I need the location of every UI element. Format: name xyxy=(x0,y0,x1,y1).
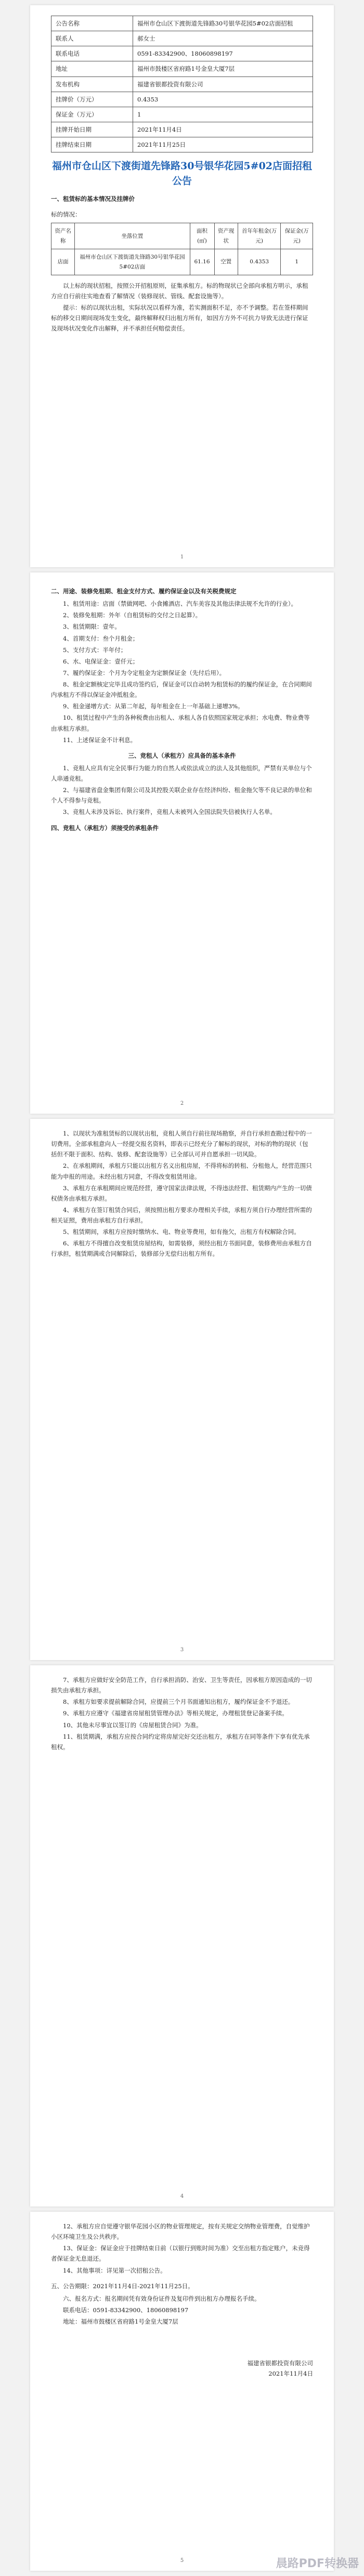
page-1 xyxy=(30,5,334,567)
contact-block xyxy=(51,2293,313,2327)
paragraph: 6、承租方不得擅自改变租赁房屋结构，如需装修，须经出租方书面同意，装修费用由承租方自行承担，租赁期满或合同解除后，装修部分无偿归出租方所有。 xyxy=(51,1240,312,1258)
table-cell: 61.16 xyxy=(190,249,214,275)
page-2 xyxy=(30,572,334,1114)
paragraph: 1、以现状为准租赁标的以现状出租，竞租人须自行前往现场勘察，并自行承担查勘过程中的一切费用。全部承租意向人一经提交报名资料，即表示已经充分了解标的现状，对标的物的现状（包括但不限于面积、结构、装修、配套设施等）已全部认可并自愿承担一切风险。 xyxy=(51,1130,312,1158)
asset-table-header: 资产名称 xyxy=(51,223,75,249)
paragraph: 10、租赁过程中产生的各种税费由出租人、承租人各自依照国家规定承担；水电费、物业费等由承租方承担。 xyxy=(51,714,310,732)
info-key: 保证金（万元） xyxy=(51,107,133,122)
section-3-heading: 三、竞租人（承租方）应具备的基本条件 xyxy=(128,751,236,759)
paragraph: 6、水、电保证金：壹仟元； xyxy=(63,657,139,665)
info-key: 联系人 xyxy=(51,31,133,46)
paragraph: 8、租金定额核定完毕且成功签约后，保证金可以自动转为租赁标的的履约保证金，在合同期间内承租方不得以保证金冲抵租金。 xyxy=(51,681,312,699)
asset-table-header: 保证金(万元) xyxy=(281,223,313,249)
paragraph: 14、其他事项：详见第一次招租公告。 xyxy=(63,2266,166,2274)
info-key: 发布机构 xyxy=(51,76,133,92)
section-1-text xyxy=(51,280,313,334)
info-value: 0591-83342900、18060898197 xyxy=(133,46,313,61)
info-key: 地址 xyxy=(51,61,133,76)
info-row xyxy=(51,61,313,76)
paragraph: 2、装修免租期：外年（自租赁标的交付之日起算）。 xyxy=(63,611,202,619)
paragraph: 11、上述保证金不计利息。 xyxy=(63,736,137,744)
contact-line: 地址：福州市鼓楼区省府路1号金皇大厦7层 xyxy=(63,2318,178,2325)
info-key: 挂牌价（万元） xyxy=(51,92,133,107)
paragraph: 以上标的现状招租，按照公开招租原则，征集承租方。标的物现状已全部向承租方明示，承租方应自行前往实地查看了解情况（装修现状、管线、配套设施等）。 xyxy=(51,282,308,300)
asset-table-header: 面积(㎡) xyxy=(190,223,214,249)
table-cell: 1 xyxy=(281,249,313,275)
paragraph: 11、租赁期满，承租方应按合同约定将房屋完好交还出租方，承租方在同等条件下享有优先承租权。 xyxy=(51,1732,310,1751)
paragraph: 3、承租方在承租期间应规范经营，遵守国家法律法规，不得违法经营、租赁期内产生的一切债权债务由承租方承担。 xyxy=(51,1184,312,1202)
page-number: 3 xyxy=(180,1647,184,1653)
signature-block xyxy=(51,2358,313,2379)
section-3-text xyxy=(51,763,313,818)
info-value: 2021年11月25日 xyxy=(133,137,313,152)
info-row xyxy=(51,137,313,152)
page-5 xyxy=(30,2212,334,2571)
sign-date: 2021年11月4日 xyxy=(268,2370,313,2378)
table-cell: 0.4353 xyxy=(238,249,281,275)
info-value: 郝女士 xyxy=(133,31,313,46)
paragraph: 提示：标的以现状出租，实际状况以看样为准，若实测面积不足，亦不予调整。若在签样期间标的移交日期间现场发生变化，最终解释权归出租方所有，如因方方外不可抗力导致无法进行保证及现场状况变化作出解释，并不承担任何赔偿责任。 xyxy=(51,304,308,333)
info-value: 2021年11月4日 xyxy=(133,122,313,137)
paragraph: 5、支付方式：半年付； xyxy=(63,646,127,654)
info-row xyxy=(51,76,313,92)
section-4-text-c xyxy=(51,2221,313,2276)
paragraph: 12、承租方应自觉遵守银华花园小区的物业管理规定，按有关规定交纳物业管理费，自觉维护小区环境卫生及公共秩序。 xyxy=(51,2223,310,2241)
contact-line: 联系电话：0591-83342900、18060898197 xyxy=(63,2306,189,2314)
info-value: 福建省银都投资有限公司 xyxy=(133,76,313,92)
section-2-text xyxy=(51,598,313,745)
paragraph: 1、租赁用途：店面（禁做网吧、小食摊酒店、汽车美容及其他法律法规不允许的行业）。 xyxy=(63,600,297,608)
paragraph: 3、竞租人未涉及诉讼、执行案件，竞租人未被列入全国法院失信被执行人名单。 xyxy=(63,808,276,816)
asset-table-header: 资产现状 xyxy=(214,223,238,249)
paragraph: 7、履约保证金：个月为令定租金为定额保证金（先付后用）。 xyxy=(63,669,226,677)
watermark-logo: 晨路PDF转换器 xyxy=(276,2557,359,2570)
section-4-heading: 四、竞租人（承租方）须接受的承租条件 xyxy=(51,824,159,832)
asset-table-header: 坐落位置 xyxy=(75,223,190,249)
page-number: 5 xyxy=(180,2558,184,2564)
info-row xyxy=(51,46,313,61)
paragraph: 9、承租方应遵守《福建省房屋租赁管理办法》等相关规定，办理租赁登记备案手续。 xyxy=(63,1710,288,1717)
info-row xyxy=(51,16,313,31)
paragraph: 4、承租方在签订租赁合同后，须按照出租方要求办理相关手续，承租方须自行办理经营所需的相关证照，费用由承租方自行承担。 xyxy=(51,1206,312,1224)
paragraph: 2、在承租期间，承租方只能以出租方名义出租房屋，不得将标的转租、分租他人，经营范围只能为申报的用途。未经出租方同意，不得改变租赁用途。 xyxy=(51,1162,312,1180)
table-cell: 福州市仓山区下渡街道先锋路30号银华花园5#02店面 xyxy=(75,249,190,275)
page-4 xyxy=(30,1665,334,2207)
info-row xyxy=(51,92,313,107)
info-row xyxy=(51,122,313,137)
section-5-heading: 五、公告期限：2021年11月4日-2021年11月25日。 xyxy=(51,2282,194,2290)
page-title: 福州市仓山区下渡街道先锋路30号银华花园5#02店面招租公告 xyxy=(51,160,313,187)
paragraph: 2、与福建省盘金集团有限公司及其控股关联企业存在经济纠纷、租金拖欠等不良记录的单位和个人不得参与竞租。 xyxy=(51,786,312,805)
section-4-text-a xyxy=(51,1128,313,1259)
info-key: 挂牌开始日期 xyxy=(51,122,133,137)
paragraph: 10、其他未尽事宜以签订的《房屋租赁合同》为准。 xyxy=(63,1721,202,1729)
contact-line: 六、报名方式：报名期间凭有效身份证件及复印件到出租方办理报名手续。 xyxy=(63,2294,261,2302)
page-3 xyxy=(30,1119,334,1660)
paragraph: 5、租赁期间，承租方应按时缴纳水、电、物业等费用，如有拖欠，出租方有权解除合同。 xyxy=(63,1228,300,1236)
info-key: 联系电话 xyxy=(51,46,133,61)
section-1-sub: 标的情况： xyxy=(51,211,81,219)
info-value: 福州市鼓楼区省府路1号金皇大厦7层 xyxy=(133,61,313,76)
info-key: 公告名称 xyxy=(51,16,133,31)
section-4-text-b xyxy=(51,1675,313,1752)
asset-table-header: 首年年租金(万元) xyxy=(238,223,281,249)
page-number: 1 xyxy=(180,554,184,560)
announcement-info-table xyxy=(51,16,313,152)
paragraph: 13、保证金：保证金应于挂牌结束日前（以银行到账时间为准）交至出租方指定账户，未竞得者保证金无息退还。 xyxy=(51,2245,310,2263)
page-number: 4 xyxy=(180,2194,184,2199)
paragraph: 4、首期支付：叁个月租金； xyxy=(63,634,139,642)
info-key: 挂牌结束日期 xyxy=(51,137,133,152)
table-row xyxy=(51,249,313,275)
table-cell: 空置 xyxy=(214,249,238,275)
signer: 福建省银都投资有限公司 xyxy=(247,2360,313,2367)
info-row xyxy=(51,107,313,122)
info-value: 福州市仓山区下渡街道先锋路30号银华花园5#02店面招租 xyxy=(133,16,313,31)
section-1-heading: 一、租赁标的基本情况及挂牌价 xyxy=(51,195,135,203)
paragraph: 9、租金递增方式：从第二年起，每年租金在上一年基础上递增3%。 xyxy=(63,703,244,710)
asset-table xyxy=(51,223,313,275)
info-value: 1 xyxy=(133,107,313,122)
info-value: 0.4353 xyxy=(133,92,313,107)
page-number: 2 xyxy=(180,1101,184,1106)
paragraph: 3、租赁期限：壹年。 xyxy=(63,623,121,631)
paragraph: 1、竞租人应具有完全民事行为能力的自然人或依法成立的法人及其他组织，严禁有关单位与个人串通竞租。 xyxy=(51,764,312,782)
section-2-heading: 二、用途、装修免租期、租金支付方式、履约保证金以及有关税费规定 xyxy=(51,588,237,595)
table-cell: 店面 xyxy=(51,249,75,275)
paragraph: 8、承租方如要求提前解除合同，应提前三个月书面通知出租方，履约保证金不予退还。 xyxy=(63,1698,294,1706)
info-row xyxy=(51,31,313,46)
paragraph: 7、承租方应做好安全防范工作，自行承担消防、治安、卫生等责任，因承租方原因造成的一切损失由承租方承担。 xyxy=(51,1676,312,1694)
